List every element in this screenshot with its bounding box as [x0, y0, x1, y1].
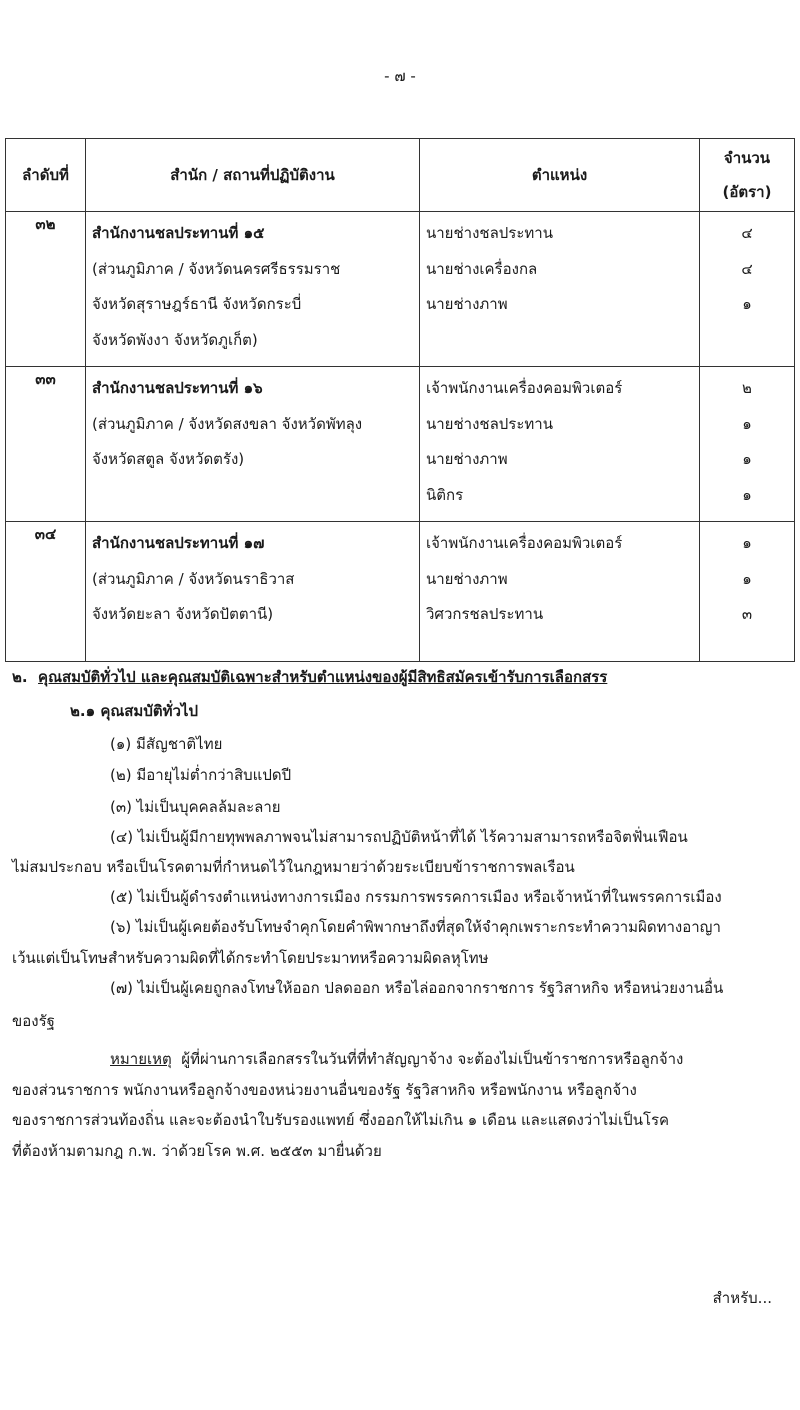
- office-cell: [86, 522, 420, 662]
- row-number: ๓๔: [6, 522, 86, 662]
- position-cell: [420, 367, 700, 522]
- table-row: [6, 367, 795, 522]
- note-line: ที่ต้องห้ามตามกฎ ก.พ. ว่าด้วยโรค พ.ศ. ๒๕๕๓ มายื่นด้วย: [12, 1142, 382, 1160]
- header-office: สำนัก / สถานที่ปฏิบัติงาน: [86, 139, 420, 212]
- office-detail: (ส่วนภูมิภาค / จังหวัดนครศรีธรรมราช: [92, 259, 341, 278]
- note-line: [110, 1044, 683, 1074]
- qualification-item: (๗) ไม่เป็นผู้เคยถูกลงโทษให้ออก ปลดออก หรือไล่ออกจากราชการ รัฐวิสาหกิจ หรือหน่วยงานอื่น: [110, 979, 724, 997]
- row-number: ๓๒: [6, 212, 86, 367]
- qualification-item: (๓) ไม่เป็นบุคคลล้มละลาย: [110, 798, 281, 816]
- count-cell: [700, 522, 795, 662]
- section-2-title: คุณสมบัติทั่วไป และคุณสมบัติเฉพาะสำหรับตำแหน่งของผู้มีสิทธิสมัครเข้ารับการเลือกสรร: [38, 668, 608, 686]
- note-line: ของส่วนราชการ พนักงานหรือลูกจ้างของหน่วยงานอื่นของรัฐ รัฐวิสาหกิจ หรือพนักงาน หรือลูกจ้าง: [12, 1081, 637, 1099]
- count-item: ๑: [742, 485, 752, 504]
- position-cell: [420, 212, 700, 367]
- note-label: หมายเหตุ: [110, 1050, 172, 1068]
- qualification-item-cont: เว้นแต่เป็นโทษสำหรับความผิดที่ได้กระทำโดยประมาทหรือความผิดลหุโทษ: [12, 949, 489, 967]
- office-detail: จังหวัดพังงา จังหวัดภูเก็ต): [92, 330, 258, 349]
- qualification-item: (๕) ไม่เป็นผู้ดำรงตำแหน่งทางการเมือง กรรมการพรรคการเมือง หรือเจ้าหน้าที่ในพรรคการเมือง: [110, 888, 722, 906]
- position-cell: [420, 522, 700, 662]
- position-item: นายช่างภาพ: [426, 450, 508, 468]
- office-cell: [86, 212, 420, 367]
- count-item: ๑: [742, 450, 752, 468]
- table-row: [6, 522, 795, 662]
- count-item: ๑: [742, 569, 752, 588]
- qualification-item-cont: ของรัฐ: [12, 1012, 55, 1030]
- section-2-number: ๒.: [12, 668, 28, 686]
- table-header-row: [6, 139, 795, 212]
- header-count: [700, 139, 795, 212]
- note-line: ของราชการส่วนท้องถิ่น และจะต้องนำใบรับรองแพทย์ ซึ่งออกให้ไม่เกิน ๑ เดือน และแสดงว่าไม่เป็นโรค: [12, 1111, 670, 1129]
- header-no: ลำดับที่: [6, 139, 86, 212]
- row-number: ๓๓: [6, 367, 86, 522]
- count-cell: [700, 212, 795, 367]
- position-item: นายช่างชลประทาน: [426, 414, 553, 433]
- position-item: นายช่างภาพ: [426, 295, 508, 313]
- office-name: สำนักงานชลประทานที่ ๑๕: [92, 224, 265, 242]
- office-name: สำนักงานชลประทานที่ ๑๖: [92, 379, 263, 397]
- count-item: ๑: [742, 414, 752, 433]
- office-cell: [86, 367, 420, 522]
- section-2-heading: [12, 662, 607, 692]
- position-item: วิศวกรชลประทาน: [426, 605, 544, 623]
- count-item: ๓: [741, 605, 753, 623]
- office-detail: จังหวัดสตูล จังหวัดตรัง): [92, 450, 245, 468]
- header-position: ตำแหน่ง: [420, 139, 700, 212]
- office-detail: (ส่วนภูมิภาค / จังหวัดสงขลา จังหวัดพัทลุง: [92, 414, 363, 433]
- count-cell: [700, 367, 795, 522]
- header-count-line1: จำนวน: [723, 149, 771, 167]
- qualification-item-cont: ไม่สมประกอบ หรือเป็นโรคตามที่กำหนดไว้ในกฎหมายว่าด้วยระเบียบข้าราชการพลเรือน: [12, 858, 575, 876]
- count-item: ๑: [742, 295, 752, 313]
- count-item: ๔: [741, 259, 753, 278]
- office-detail: จังหวัดยะลา จังหวัดปัตตานี): [92, 605, 274, 623]
- count-item: ๔: [741, 224, 753, 242]
- qualification-item: (๔) ไม่เป็นผู้มีกายทุพพลภาพจนไม่สามารถปฏิบัติหน้าที่ได้ ไร้ความสามารถหรือจิตฟั่นเฟือน: [110, 828, 688, 846]
- page-number: - ๗ -: [384, 67, 416, 85]
- position-item: นิติกร: [426, 485, 464, 504]
- position-item: เจ้าพนักงานเครื่องคอมพิวเตอร์: [426, 534, 623, 552]
- note-text: ผู้ที่ผ่านการเลือกสรรในวันที่ที่ทำสัญญาจ้าง จะต้องไม่เป็นข้าราชการหรือลูกจ้าง: [181, 1050, 684, 1068]
- qualification-item: (๑) มีสัญชาติไทย: [110, 735, 223, 753]
- qualification-item: (๖) ไม่เป็นผู้เคยต้องรับโทษจำคุกโดยคำพิพากษาถึงที่สุดให้จำคุกเพราะกระทำความผิดทางอาญา: [110, 918, 721, 936]
- table-row: [6, 212, 795, 367]
- position-item: เจ้าพนักงานเครื่องคอมพิวเตอร์: [426, 379, 623, 397]
- office-detail: (ส่วนภูมิภาค / จังหวัดนราธิวาส: [92, 569, 295, 588]
- position-item: นายช่างภาพ: [426, 569, 508, 588]
- count-item: ๒: [742, 379, 752, 397]
- count-item: ๑: [742, 534, 752, 552]
- continuation-text: สำหรับ...: [712, 1289, 772, 1307]
- office-detail: จังหวัดสุราษฎร์ธานี จังหวัดกระบี่: [92, 295, 302, 313]
- subsection-heading: ๒.๑ คุณสมบัติทั่วไป: [70, 702, 198, 720]
- qualification-item: (๒) มีอายุไม่ต่ำกว่าสิบแปดปี: [110, 766, 292, 784]
- position-item: นายช่างชลประทาน: [426, 224, 553, 242]
- header-count-line2: (อัตรา): [722, 183, 772, 201]
- position-item: นายช่างเครื่องกล: [426, 259, 538, 278]
- office-name: สำนักงานชลประทานที่ ๑๗: [92, 534, 265, 552]
- vacancy-table: [5, 138, 795, 662]
